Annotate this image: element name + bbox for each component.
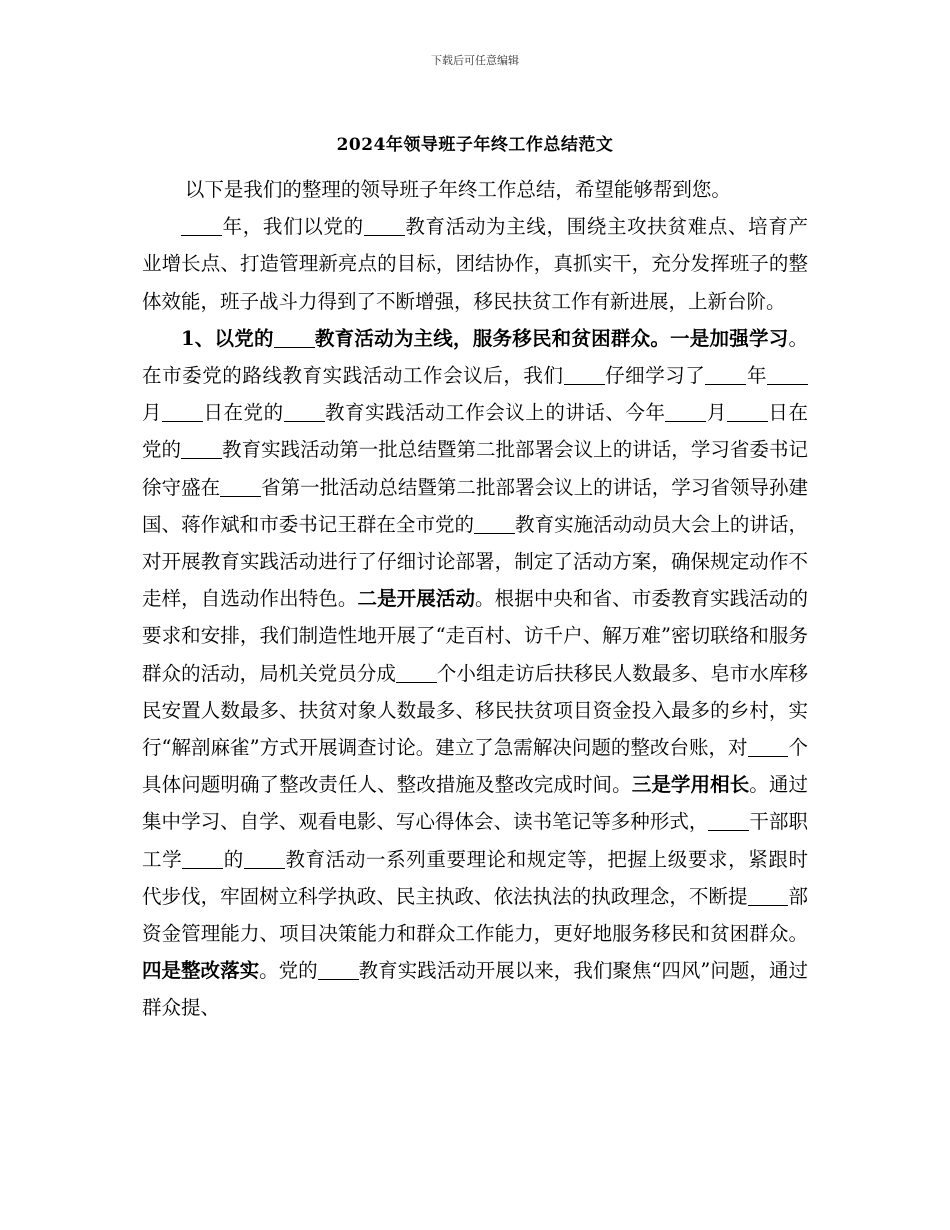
- blank-line: [244, 848, 285, 869]
- blank-line: [708, 811, 749, 832]
- blank-line: [748, 736, 789, 757]
- blank-line: [318, 960, 359, 981]
- blank-line: [748, 885, 789, 906]
- blank-line: [564, 364, 605, 385]
- blank-line: [767, 364, 808, 385]
- page-header-note: 下载后可任意编辑: [431, 54, 519, 67]
- blank-line: [182, 848, 223, 869]
- point-4-label: 四是整改落实: [142, 959, 260, 983]
- blank-line: [705, 364, 746, 385]
- blank-line: [181, 439, 222, 460]
- point-1-label: 一是加强学习: [670, 326, 789, 350]
- point-3-label: 三是学用相长: [631, 773, 750, 797]
- point-2-label: 二是开展活动: [357, 587, 476, 611]
- intro-paragraph: 以下是我们的整理的领导班子年终工作总结，希望能够帮到您。: [184, 178, 731, 201]
- section-heading: 1、以党的 教育活动为主线，服务移民和贫困群众。: [181, 326, 671, 350]
- blank-line: [665, 402, 706, 423]
- blank-line: [364, 216, 405, 237]
- blank-line: [727, 402, 768, 423]
- blank-line: [396, 662, 437, 683]
- blank-line: [162, 402, 203, 423]
- blank-line: [220, 476, 261, 497]
- document-body: [142, 171, 808, 1027]
- blank-line: [284, 402, 325, 423]
- document-title: 2024年领导班子年终工作总结范文: [336, 135, 614, 155]
- blank-line: [474, 513, 515, 534]
- paragraph-overview: 年，我们以党的 教育活动为主线，围绕主攻扶贫难点、培育产业增长点、打造管理新亮点的目标，团结协作，真抓实干，充分发挥班子的整体效能，班子战斗力得到了不断增强，移民扶贫工作有新进展，上新台阶。: [142, 215, 808, 313]
- blank-line: [274, 327, 315, 348]
- paragraph-section-1: 1、以党的 教育活动为主线，服务移民和贫困群众。一是加强学习。在市委党的路线教育实践活动工作会议后，我们 仔细学习了 年月 日在党的 教育实践活动工作会议上的讲话、今年 月 日在党的 教育实践活动第一批总结暨第二批部署会议上的讲话，学习省委书记徐守盛在 省第一批活动总结暨第二批部署会议上的讲话，学习省领导孙建国、蒋作斌和市委书记王群在全市党的 教育实施活动动员大会上的讲话，对开展教育实践活动进行了仔细讨论部署，制定了活动方案，确保规定动作不走样，自选动作出特色。二是开展活动。根据中央和省、市委教育实践活动的要求和安排，我们制造性地开展了“走百村、访千户、解万难”密切联络和服务群众的活动，局机关党员分成 个小组走访后扶移民人数最多、皂市水库移民安置人数最多、扶贫对象人数最多、移民扶贫项目资金投入最多的乡村，实行“解剖麻雀”方式开展调查讨论。建立了急需解决问题的整改台账，对 个具体问题明确了整改责任人、整改措施及整改完成时间。三是学用相长。通过集中学习、自学、观看电影、写心得体会、读书笔记等多种形式， 干部职工学 的 教育活动一系列重要理论和规定等，把握上级要求，紧跟时代步伐，牢固树立科学执政、民主执政、依法执法的执政理念，不断提 部资金管理能力、项目决策能力和群众工作能力，更好地服务移民和贫困群众。四是整改落实。党的 教育实践活动开展以来，我们聚焦“四风”问题，通过群众提、: [142, 326, 808, 1020]
- blank-line: [181, 216, 222, 237]
